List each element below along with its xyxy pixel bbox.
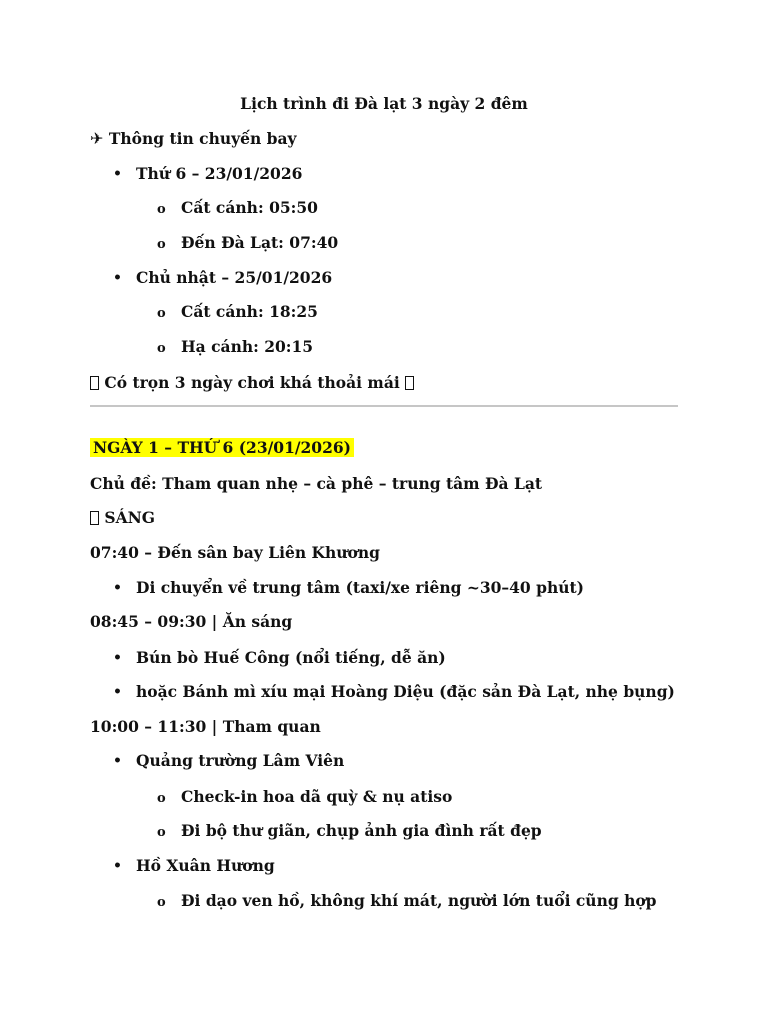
- missing-emoji-icon: [405, 376, 414, 390]
- sub-list-bullet: o: [157, 237, 166, 252]
- list-bullet: •: [113, 650, 122, 666]
- place-name-item: Quảng trường Lâm Viên: [136, 751, 345, 770]
- morning-label: [90, 508, 155, 528]
- flight-detail-item: Cất cánh: 18:25: [181, 302, 318, 321]
- document-title: Lịch trình đi Đà lạt 3 ngày 2 đêm: [240, 94, 528, 113]
- arrival-detail-item: Di chuyển về trung tâm (taxi/xe riêng ~30–40 phút): [136, 578, 584, 597]
- place-note-item: Đi bộ thư giãn, chụp ảnh gia đình rất đẹp: [181, 821, 542, 840]
- sub-list-bullet: o: [157, 202, 166, 217]
- flight-detail-item: Cất cánh: 05:50: [181, 198, 318, 217]
- missing-emoji-icon: [90, 511, 99, 525]
- sub-list-bullet: o: [157, 341, 166, 356]
- sub-list-bullet: o: [157, 306, 166, 321]
- breakfast-option-item: hoặc Bánh mì xíu mại Hoàng Diệu (đặc sản Đà Lạt, nhẹ bụng): [136, 682, 675, 701]
- missing-emoji-icon: [90, 376, 99, 390]
- flight-day-label: Chủ nhật – 25/01/2026: [136, 268, 333, 287]
- arrival-line: 07:40 – Đến sân bay Liên Khương: [90, 543, 380, 562]
- list-bullet: •: [113, 684, 122, 700]
- list-bullet: •: [113, 166, 122, 182]
- flight-info-heading-text: Thông tin chuyến bay: [108, 129, 297, 148]
- flight-detail-item: Hạ cánh: 20:15: [181, 337, 314, 356]
- sub-list-bullet: o: [157, 825, 166, 840]
- flight-info-heading: [90, 129, 297, 149]
- day1-heading-highlight: NGÀY 1 – THỨ 6 (23/01/2026): [90, 438, 354, 457]
- airplane-icon: ✈: [90, 129, 104, 148]
- sub-list-bullet: o: [157, 895, 166, 910]
- list-bullet: •: [113, 270, 122, 286]
- day1-theme: Chủ đề: Tham quan nhẹ – cà phê – trung tâm Đà Lạt: [90, 474, 543, 493]
- place-name-item: Hồ Xuân Hương: [136, 856, 275, 875]
- list-bullet: •: [113, 580, 122, 596]
- place-note-item: Đi dạo ven hồ, không khí mát, người lớn tuổi cũng hợp: [181, 891, 657, 910]
- list-bullet: •: [113, 858, 122, 874]
- summary-text: Có trọn 3 ngày chơi khá thoải mái: [104, 373, 400, 392]
- list-bullet: •: [113, 753, 122, 769]
- sightseeing-line: 10:00 – 11:30 | Tham quan: [90, 717, 321, 736]
- day1-heading: [90, 438, 354, 458]
- place-note-item: Check-in hoa dã quỳ & nụ atiso: [181, 787, 453, 806]
- sub-list-bullet: o: [157, 791, 166, 806]
- breakfast-option-item: Bún bò Huế Công (nổi tiếng, dễ ăn): [136, 648, 446, 667]
- flight-detail-item: Đến Đà Lạt: 07:40: [181, 233, 339, 252]
- breakfast-line: 08:45 – 09:30 | Ăn sáng: [90, 612, 293, 631]
- morning-label-text: SÁNG: [104, 508, 156, 527]
- flight-day-label: Thứ 6 – 23/01/2026: [136, 164, 303, 183]
- summary-line: [90, 373, 414, 393]
- horizontal-divider: [90, 405, 678, 407]
